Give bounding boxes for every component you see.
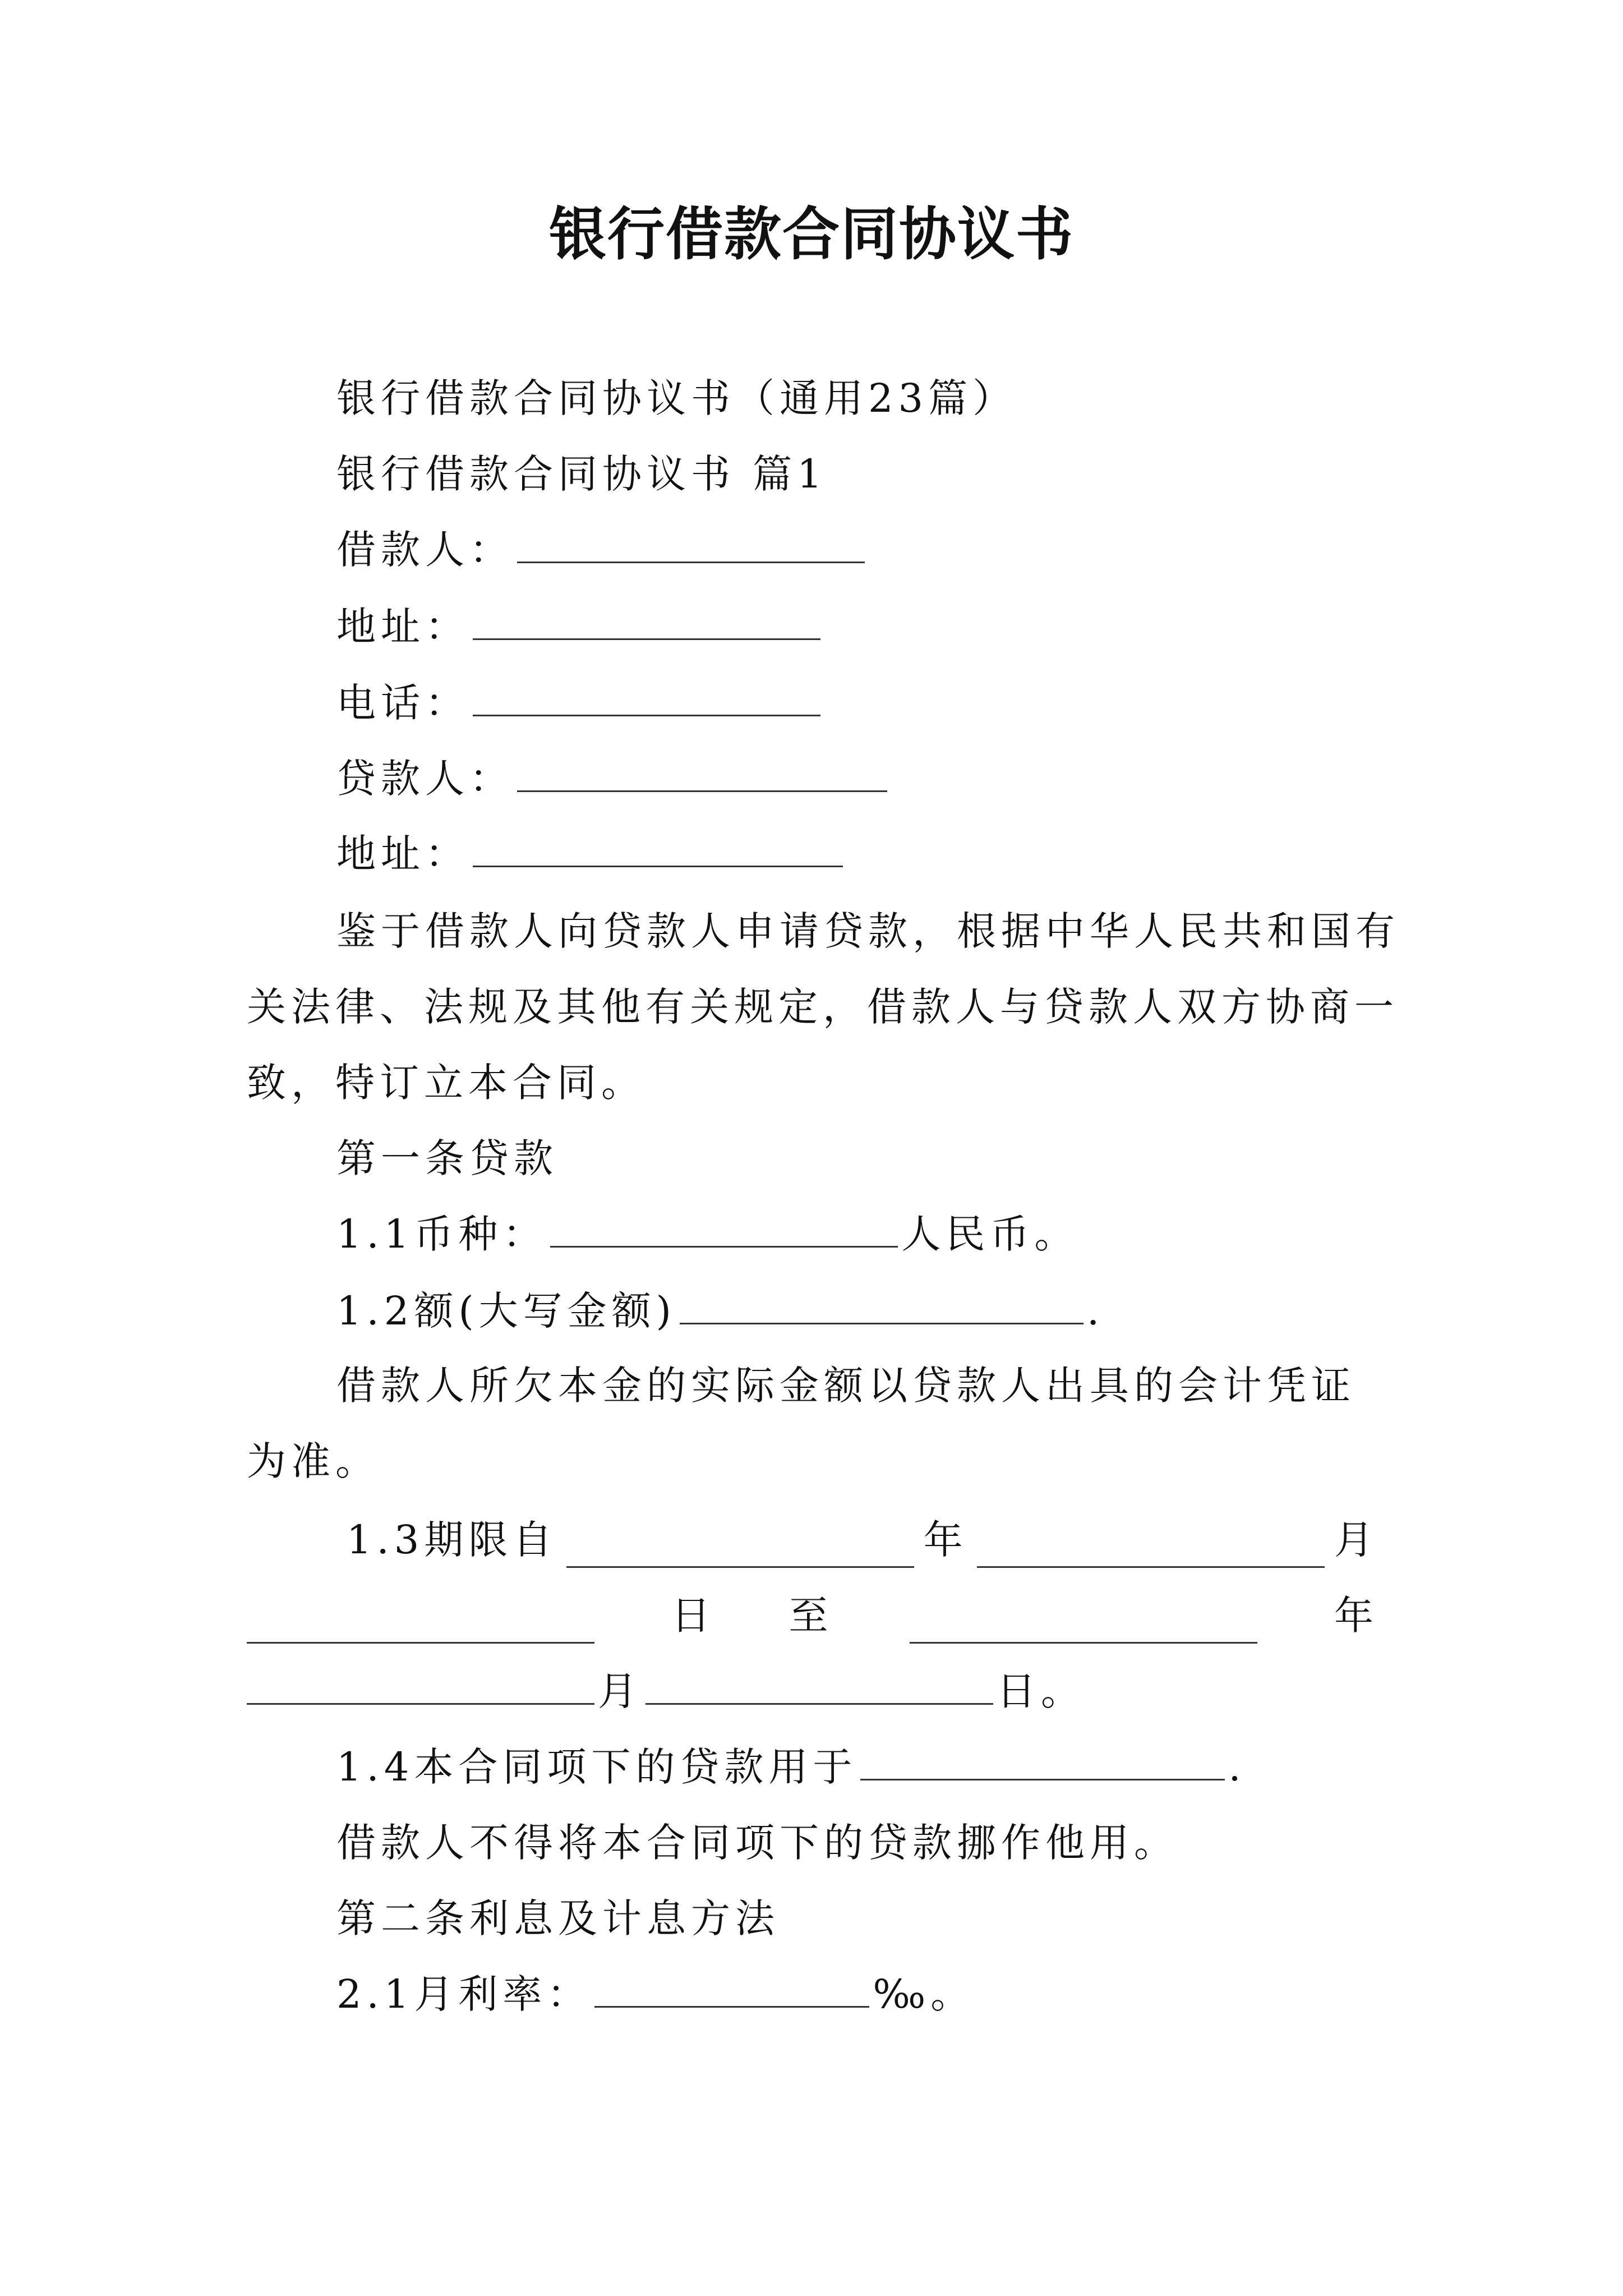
borrower-phone-blank — [473, 680, 820, 716]
term-line-2 — [247, 1588, 1378, 1644]
no-misuse-line: 借款人不得将本合同项下的贷款挪作他用。 — [336, 1820, 1178, 1866]
document-subtitle: 银行借款合同协议书（通用23篇） — [336, 375, 1017, 421]
amount-suffix: . — [1086, 1288, 1105, 1334]
amount-label: 1.2额(大写金额) — [336, 1288, 676, 1334]
lender-address-label: 地址： — [336, 831, 469, 877]
purpose-suffix: . — [1228, 1744, 1246, 1790]
borrower-line — [336, 522, 868, 578]
currency-suffix: 人民币。 — [901, 1211, 1079, 1257]
amount-line — [336, 1283, 1104, 1339]
preamble-line-3: 致，特订立本合同。 — [247, 1060, 645, 1106]
term-day-label: 日 — [671, 1593, 716, 1639]
rate-suffix: ‰。 — [873, 1971, 975, 2017]
preamble-line-2: 关法律、法规及其他有关规定，借款人与贷款人双方协商一 — [247, 984, 1399, 1030]
rate-blank — [594, 1971, 869, 2008]
term-start-day-blank — [247, 1607, 594, 1644]
lender-address-line — [336, 826, 846, 882]
currency-blank — [550, 1211, 898, 1248]
currency-line — [336, 1206, 1078, 1262]
purpose-blank — [860, 1744, 1225, 1780]
principal-line-1: 借款人所欠本金的实际金额以贷款人出具的会计凭证 — [336, 1363, 1355, 1409]
borrower-address-line — [336, 599, 824, 655]
purpose-label: 1.4本合同项下的贷款用于 — [336, 1744, 857, 1790]
article-2-heading: 第二条利息及计息方法 — [336, 1895, 780, 1941]
lender-line — [336, 751, 891, 807]
borrower-phone-line — [336, 675, 824, 731]
term-end-year-blank — [910, 1607, 1257, 1644]
rate-line — [336, 1966, 975, 2022]
term-end-month-label: 月 — [598, 1668, 642, 1714]
borrower-address-label: 地址： — [336, 604, 469, 650]
term-end-mark: 日。 — [997, 1668, 1085, 1714]
term-end-day-blank — [645, 1668, 993, 1705]
amount-blank — [680, 1288, 1083, 1324]
preamble-line-1: 鉴于借款人向贷款人申请贷款，根据中华人民共和国有 — [336, 908, 1400, 954]
purpose-line — [336, 1739, 1246, 1795]
currency-label: 1.1币种： — [336, 1211, 547, 1257]
term-month-label: 月 — [1334, 1517, 1378, 1563]
borrower-label: 借款人： — [336, 527, 514, 573]
borrower-address-blank — [473, 604, 820, 640]
term-start-year-blank — [566, 1531, 914, 1568]
lender-address-blank — [473, 831, 843, 867]
document-title: 银行借款合同协议书 — [549, 201, 1074, 268]
term-to-label: 至 — [789, 1593, 833, 1639]
term-end-month-blank — [247, 1668, 594, 1705]
term-line-1 — [347, 1512, 1378, 1568]
borrower-phone-label: 电话： — [336, 680, 469, 726]
rate-label: 2.1月利率： — [336, 1971, 592, 2017]
article-1-heading: 第一条贷款 — [336, 1135, 558, 1181]
term-year-label: 年 — [923, 1517, 968, 1563]
principal-line-2: 为准。 — [247, 1438, 380, 1484]
part-heading: 银行借款合同协议书 篇1 — [336, 451, 827, 497]
lender-blank — [517, 756, 887, 792]
term-label: 1.3期限自 — [347, 1517, 557, 1563]
borrower-blank — [517, 527, 865, 563]
term-line-3 — [247, 1663, 1085, 1719]
lender-label: 贷款人： — [336, 756, 514, 802]
term-end-year-label: 年 — [1334, 1593, 1378, 1639]
term-start-month-blank — [977, 1531, 1325, 1568]
